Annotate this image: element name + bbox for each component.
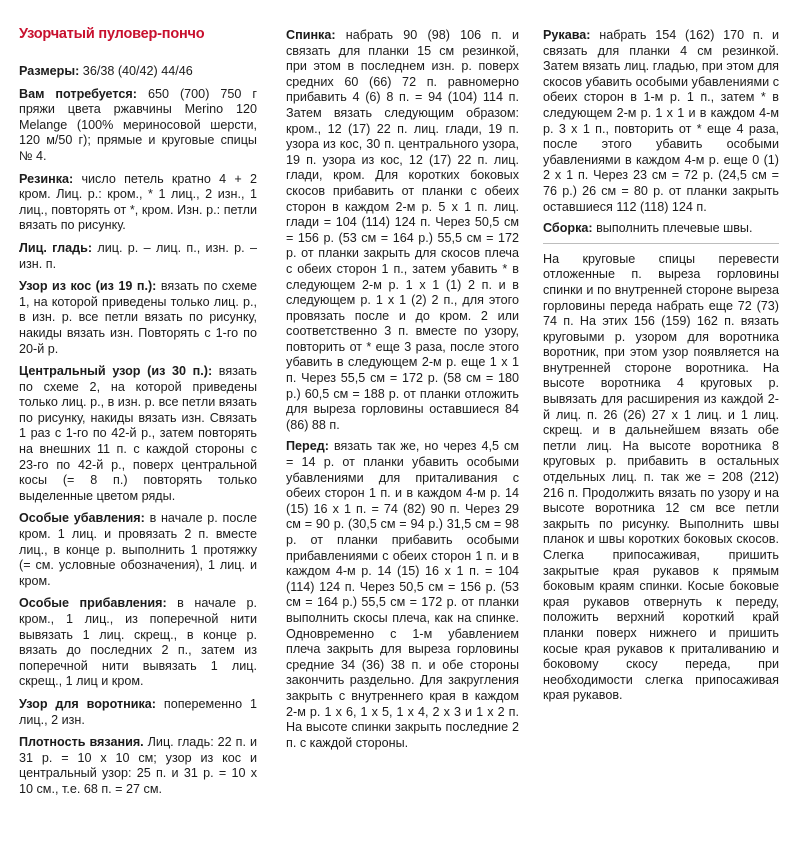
paragraph-text: 36/38 (40/42) 44/46	[79, 64, 193, 78]
paragraph	[19, 87, 257, 165]
paragraph	[543, 28, 779, 215]
paragraph	[543, 221, 779, 237]
paragraph-text: вязать по схеме 2, на которой приведены только лиц. р., в изн. р. все петли вязать по рисунку, накиды вязать изн. Связать 1 раз с 1-го по 42-й р., затем повторять на внешних 11 п. с каждой стороны с 23-го по 42-й р., поверх центральной косы (= 8 п.) повторять только выделенные цветом ряды.	[19, 364, 257, 503]
paragraph	[286, 28, 519, 433]
section-heading: Лиц. гладь:	[19, 240, 93, 255]
paragraph-text: число петель кратно 4 + 2 кром. Лиц. р.: кром., * 1 лиц., 2 изн., 1 лиц., повторять от *, кром. Изн. р.: петли вязать по рисунку.	[19, 171, 257, 233]
paragraph-text: выполнить плечевые швы.	[592, 221, 753, 236]
paragraph-text: 650 (700) 750 г пряжи цвета ржавчины Merino 120 Melange (100% мериносовой шерсти, 120 м/50 г); прямые и круговые спицы № 4.	[19, 86, 258, 163]
paragraph-text: На круговые спицы перевести отложенные п. выреза горловины спинки и по внутренней стороне выреза горловины переда набрать еще 72 (73) 74 п. На этих 156 (159) 162 п. вязать круговыми р. узором для воротника воротник, при этом узор появляется на внутренней стороне воротника. На высоте воротника 4 круговых р. вывязать для расширения из каждой 2-й лиц. п. 26 (26) 27 х 1 лиц. и 1 лиц. скрещ. и в дальнейшем вязать обе петли лиц. На высоте воротника 8 круговых р. прибавить в остальных отдельных лиц. п. так же = 208 (212) 216 п. Продолжить вязать по узору и на высоте воротника 12 см все петли закрыть по рисунку. Выполнить швы планок и швы коротких боковых скосов. Слегка припосаживая, пришить закрытые края рукавов к прямым боковым краям спинки. Косые боковые края рукавов отвернуть к переду, положить верхний короткий край планки поверх нижнего и пришить косые края рукавов к приталиванию и боковому скосу переда, при необходимости слегка припосаживая края рукавов.	[543, 251, 779, 703]
paragraph	[19, 596, 257, 690]
section-heading: Спинка:	[286, 28, 336, 42]
paragraph-text: вязать так же, но через 4,5 см = 14 р. от планки убавить особыми убавлениями для приталивания с обеих сторон 1 п. и в каждом 4-м р. 14 (15) 16 х 1 п. = 74 (82) 90 п. Через 29 см = 90 р. (30,5 см = 94 р.) 31,5 см = 98 р. от планки прибавить особыми прибавлениями с обеих сторон 1 п. и в каждом 4-м р. 14 (15) 16 х 1 п. = 104 (114) 124 п. Через 50,5 см = 156 р. (53 см = 164 р.) 55,5 см = 172 р. от планки выполнить скосы плеча, как на спинке. Одновременно с 1-м убавлением плеча закрыть для выреза горловины средние 34 (36) 38 п. и обе стороны закончить раздельно. Для закругления закрыть с внутреннего края в каждом 2-м р. 1 х 6, 1 х 5, 1 х 4, 2 х 3 и 1 х 2 п. На высоте спинки закрыть последние 2 п. с каждой стороны.	[286, 439, 519, 750]
paragraph-text: набрать 154 (162) 170 п. и связать для планки 4 см резинкой. Затем вязать лиц. гладью, при этом для скосов убавить особыми убавлениями с обеих сторон в 1-м р. 1 п., затем * в следующем 2-м р. 1 х 1 и в каждом 4-м р. 3 х 1 п., повторить от * еще 4 раза, после этого убавить особыми убавлениями в каждом 4-м р. еще 0 (1) 2 х 1 п. Через 23 см = 72 р. (24,5 см = 76 р.) 26 см = 80 р. от планки закрыть оставшиеся 112 (118) 124 п.	[543, 28, 779, 214]
section-heading: Особые прибавления:	[19, 596, 167, 611]
article-title: Узорчатый пуловер-пончо	[19, 26, 205, 42]
section-heading: Узор для воротника:	[19, 696, 156, 711]
paragraph	[19, 511, 257, 589]
section-heading: Узор из кос (из 19 п.):	[19, 279, 157, 294]
paragraph	[19, 697, 257, 728]
column-right	[543, 28, 779, 710]
paragraph	[543, 252, 779, 704]
section-heading: Центральный узор (из 30 п.):	[19, 364, 213, 379]
paragraph-text: набрать 90 (98) 106 п. и связать для планки 15 см резинкой, при этом в последнем изн. р. поверх средних 60 (66) 72 п. равномерно прибавить 4 (6) 8 п. = 94 (104) 114 п. Затем вязать следующим образом: кром., 12 (17) 22 п. лиц. глади, 19 п. узора из кос, 30 п. центрального узора, 19 п. узора из кос, 12 (17) 22 п. лиц. глади, кром. Для коротких боковых скосов прибавить от планки с обеих сторон в каждом 2-м р. 5 х 1 п. лиц. глади = 104 (114) 124 п. Через 50,5 см = 156 р. (53 см = 164 р.) 55,5 см = 172 р. от планки закрыть для скосов плеча с обеих сторон 1 п., затем убавить * в следующем 2-м р. 1 х 1 (1) 2 п. и в следующем р. 1 х 1 (2) 2 п., для этого провязать после и до кром. 2 или соответственно 3 п. вместе по узору, повторить от * еще 3 раза, после этого убавить в следующем 2-м р. еще 1 х 1 п. Через 55,5 см = 172 р. (58 см = 180 р.) 60,5 см = 188 р. от планки отложить для выреза горловины оставшиеся 84 (86) 88 п.	[286, 28, 519, 432]
section-heading: Размеры:	[19, 64, 80, 78]
section-heading: Перед:	[286, 439, 329, 454]
paragraph	[19, 172, 257, 234]
paragraph	[19, 364, 257, 504]
column-left	[19, 64, 257, 805]
column-middle	[286, 28, 519, 757]
section-heading: Особые убавления:	[19, 511, 145, 526]
section-heading: Рукава:	[543, 28, 591, 42]
paragraph-text: попеременно 1 лиц., 2 изн.	[19, 696, 257, 727]
paragraph-text: лиц. р. – лиц. п., изн. р. – изн. п.	[19, 240, 258, 271]
paragraph-text: в начале р. кром., 1 лиц., из поперечной нити вывязать 1 лиц. скрещ., в конце р. вязать до последних 2 п., затем из поперечной нити вывязать 1 лиц. скрещ., 1 лиц и кром.	[19, 596, 257, 689]
paragraph-text: вязать по схеме 1, на которой приведены только лиц. р., в изн. р. все петли вязать по рисунку, накиды вязать изн. Повторять с 1-го по 20-й р.	[19, 279, 257, 356]
paragraph	[19, 64, 257, 80]
paragraph	[19, 735, 257, 797]
paragraph	[286, 439, 519, 751]
section-heading: Вам потребуется:	[19, 86, 137, 101]
divider	[543, 243, 779, 244]
section-heading: Резинка:	[19, 171, 74, 186]
paragraph	[19, 241, 257, 272]
section-heading: Сборка:	[543, 221, 593, 236]
paragraph-text: Лиц. гладь: 22 п. и 31 р. = 10 х 10 см; узор из кос и центральный узор: 25 п. и 31 р. = 10 х 10 см., т.е. 68 п. = 27 см.	[19, 735, 257, 796]
paragraph-text: в начале р. после кром. 1 лиц. и провязать 2 п. вместе лиц., в конце р. выполнить 1 протяжку (= см. условные обозначения), 1 лиц. и кром.	[19, 511, 257, 588]
paragraph	[19, 279, 257, 357]
section-heading: Плотность вязания.	[19, 735, 144, 750]
